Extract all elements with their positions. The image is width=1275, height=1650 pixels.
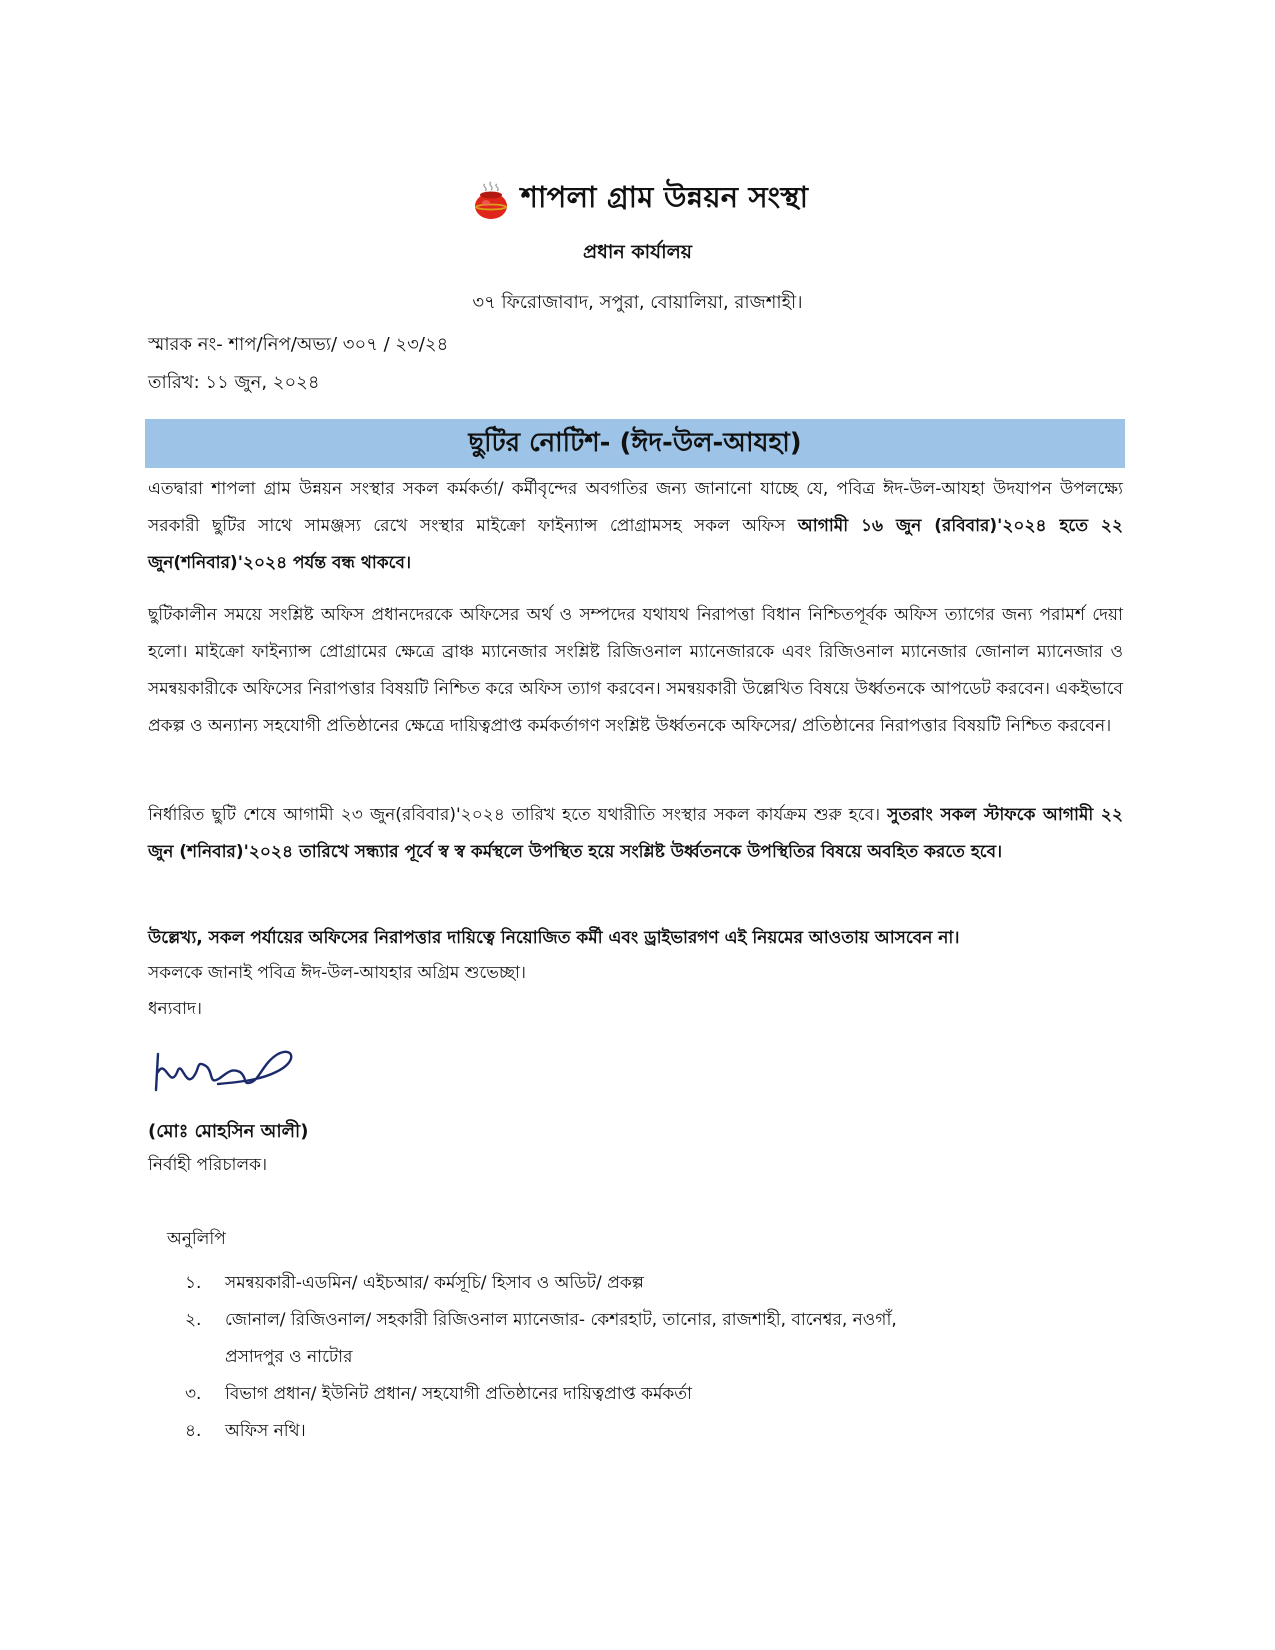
eid-greeting: সকলকে জানাই পবিত্র ঈদ-উল-আযহার অগ্রিম শুভেচ্ছা। bbox=[148, 963, 526, 983]
paragraph-announcement bbox=[148, 471, 1123, 582]
cc-item-text: জোনাল/ রিজিওনাল/ সহকারী রিজিওনাল ম্যানেজার- কেশরহাট, তানোর, রাজশাহী, বানেশ্বর, নওগাঁ, প্রসাদপুর ও নাটোর bbox=[225, 1310, 897, 1367]
cc-item bbox=[185, 1376, 925, 1413]
signer-name: (মোঃ মোহসিন আলী) bbox=[148, 1121, 309, 1142]
cc-item-number: ১. bbox=[185, 1273, 202, 1293]
letterhead bbox=[0, 175, 1275, 319]
cc-list bbox=[185, 1265, 925, 1450]
paragraph-security-instructions: ছুটিকালীন সময়ে সংশ্লিষ্ট অফিস প্রধানদেরকে অফিসের অর্থ ও সম্পদের যথাযথ নিরাপত্তা বিধান নিশ্চিতপূর্বক অফিস ত্যাগের জন্য পরামর্শ দেয়া হলো। মাইক্রো ফাইন্যান্স প্রোগ্রামের ক্ষেত্রে ব্রাঞ্চ ম্যানেজার সংশ্লিষ্ট রিজিওনাল ম্যানেজারকে এবং রিজিওনাল ম্যানেজার জোনাল ম্যানেজার ও সমন্বয়কারীকে অফিসের নিরাপত্তার বিষয়টি নিশ্চিত করে অফিস ত্যাগ করবেন। সমন্বয়কারী উল্লেখিত বিষয়ে উর্ধ্বতনকে আপডেট করবেন। একইভাবে প্রকল্প ও অন্যান্য সহযোগী প্রতিষ্ঠানের ক্ষেত্রে দায়িত্বপ্রাপ্ত কর্মকর্তাগণ সংশ্লিষ্ট উর্ধ্বতনকে অফিসের/ প্রতিষ্ঠানের নিরাপত্তার বিষয়টি নিশ্চিত করবেন। bbox=[148, 605, 1123, 736]
notice-title-band bbox=[145, 419, 1125, 468]
cc-item-text: সমন্বয়কারী-এডমিন/ এইচআর/ কর্মসূচি/ হিসাব ও অডিট/ প্রকল্প bbox=[225, 1273, 644, 1293]
paragraph-text: এতদ্বারা শাপলা গ্রাম উন্নয়ন সংস্থার সকল কর্মকর্তা/ কর্মীবৃন্দের অবগতির জন্য জানানো যাচ্ছে যে, পবিত্র ঈদ-উল-আযহা উদযাপন উপলক্ষ্যে সরকারী ছুটির সাথে সামঞ্জস্য রেখে সংস্থার মাইক্রো ফাইন্যান্স প্রোগ্রামসহ সকল অফিস bbox=[148, 479, 1123, 536]
signature-icon bbox=[148, 1032, 308, 1102]
cc-item bbox=[185, 1265, 925, 1302]
paragraph-resumption bbox=[148, 797, 1123, 871]
cc-heading: অনুলিপি bbox=[167, 1229, 226, 1249]
notice-title: ছুটির নোটিশ- (ঈদ-উল-আযহা) bbox=[468, 427, 802, 458]
signer-title: নির্বাহী পরিচালক। bbox=[148, 1155, 268, 1175]
cc-item bbox=[185, 1413, 925, 1450]
memo-reference: স্মারক নং- শাপ/নিপ/অভ্য/ ৩০৭ / ২৩/২৪ bbox=[148, 334, 449, 355]
return-instruction: সুতরাং সকল স্টাফকে আগামী ২২ জুন (শনিবার)'২০২৪ তারিখে সন্ধ্যার পূর্বে স্ব স্ব কর্মস্থলে উপস্থিত হয়ে সংশ্লিষ্ট উর্ধ্বতনকে উপস্থিতির বিষয়ে অবহিত করতে হবে। bbox=[148, 805, 1123, 862]
pot-logo-icon bbox=[467, 176, 515, 224]
office-address: ৩৭ ফিরোজাবাদ, সপুরা, বোয়ালিয়া, রাজশাহী। bbox=[472, 292, 803, 313]
cc-item-text: অফিস নথি। bbox=[225, 1421, 306, 1441]
cc-item-number: ২. bbox=[185, 1310, 202, 1330]
cc-item-number: ৩. bbox=[185, 1384, 202, 1404]
paragraph-exception: উল্লেখ্য, সকল পর্যায়ের অফিসের নিরাপত্তার দায়িত্বে নিয়োজিত কর্মী এবং ড্রাইভারগণ এই নিয়মের আওতায় আসবেন না। bbox=[148, 928, 960, 948]
memo-date: তারিখ: ১১ জুন, ২০২৪ bbox=[148, 372, 320, 393]
cc-item-number: ৪. bbox=[185, 1421, 202, 1441]
org-name: শাপলা গ্রাম উন্নয়ন সংস্থা bbox=[520, 180, 809, 214]
cc-item bbox=[185, 1302, 925, 1376]
brand-row bbox=[0, 175, 1275, 224]
cc-item-text: বিভাগ প্রধান/ ইউনিট প্রধান/ সহযোগী প্রতিষ্ঠানের দায়িত্বপ্রাপ্ত কর্মকর্তা bbox=[225, 1384, 692, 1404]
thanks-line: ধন্যবাদ। bbox=[148, 999, 203, 1019]
closure-period: আগামী ১৬ জুন (রবিবার)'২০২৪ হতে ২২ জুন(শনিবার)'২০২৪ পর্যন্ত বন্ধ থাকবে। bbox=[148, 516, 1123, 573]
paragraph-text: নির্ধারিত ছুটি শেষে আগামী ২৩ জুন(রবিবার)'২০২৪ তারিখ হতে যথারীতি সংস্থার সকল কার্যক্রম শুরু হবে। bbox=[148, 805, 881, 825]
office-name: প্রধান কার্যালয় bbox=[583, 241, 692, 263]
